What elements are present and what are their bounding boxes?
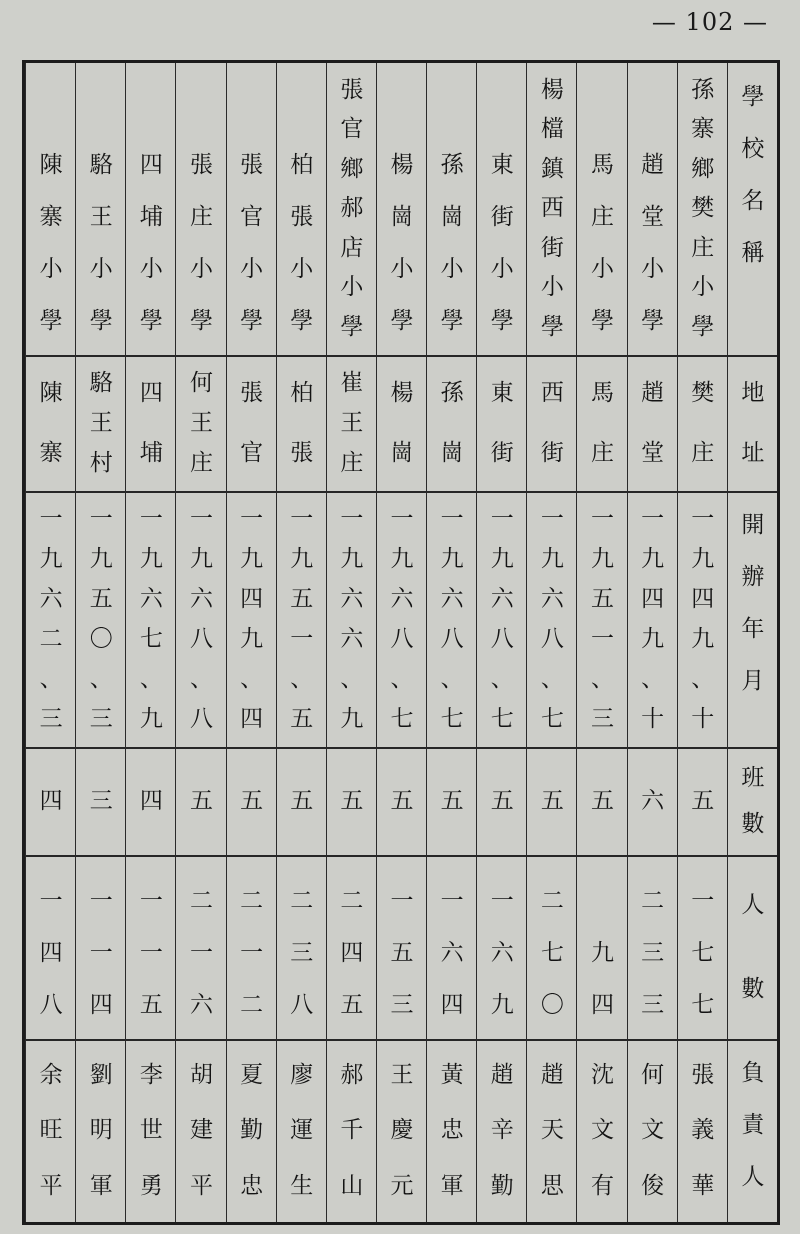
- school-students: 二 四 五: [340, 888, 364, 1018]
- school-founded: 一 九 四 九 、 四: [240, 506, 264, 732]
- header-column: [727, 63, 778, 1222]
- school-column: [326, 63, 377, 1222]
- school-principal: 余 旺 平: [39, 1061, 63, 1200]
- school-classes: 五: [540, 788, 564, 814]
- school-address: 崔 王 庄: [340, 370, 364, 476]
- school-classes: 四: [139, 788, 163, 814]
- page-number: — 102 —: [651, 8, 768, 36]
- school-principal: 何 文 俊: [641, 1061, 665, 1200]
- school-founded: 一 九 六 六 、 九: [340, 506, 364, 732]
- school-students: 一 五 三: [390, 888, 414, 1018]
- school-name: 東 街 小 學: [490, 152, 514, 334]
- school-students: 一 一 五: [139, 888, 163, 1018]
- column-header: 班 數: [741, 765, 765, 837]
- school-name: 趙 堂 小 學: [641, 152, 665, 334]
- school-founded: 一 九 五 一 、 三: [591, 506, 615, 732]
- school-column: [376, 63, 427, 1222]
- school-classes: 三: [89, 788, 113, 814]
- school-principal: 趙 天 思: [540, 1061, 564, 1200]
- school-students: 二 一 二: [240, 888, 264, 1018]
- column-header: 開 辦 年 月: [741, 512, 765, 694]
- school-column: [627, 63, 678, 1222]
- school-address: 孫 崗: [440, 380, 464, 466]
- school-name: 張 官 鄉 郝 店 小 學: [340, 77, 364, 340]
- school-address: 何 王 庄: [189, 370, 213, 476]
- school-address: 西 街: [540, 380, 564, 466]
- school-students: 一 一 四: [89, 888, 113, 1018]
- school-column: [576, 63, 627, 1222]
- school-column: [476, 63, 527, 1222]
- school-name: 孫 崗 小 學: [440, 152, 464, 334]
- school-principal: 趙 辛 勤: [490, 1061, 514, 1200]
- school-founded: 一 九 六 二 、 三: [39, 506, 63, 732]
- school-founded: 一 九 六 八 、 七: [440, 506, 464, 732]
- school-classes: 五: [390, 788, 414, 814]
- school-column: [75, 63, 126, 1222]
- school-name: 四 埔 小 學: [139, 152, 163, 334]
- school-name: 陳 寨 小 學: [39, 152, 63, 334]
- school-address: 馬 庄: [591, 380, 615, 466]
- school-column: [125, 63, 176, 1222]
- school-name: 柏 張 小 學: [290, 152, 314, 334]
- school-principal: 郝 千 山: [340, 1061, 364, 1200]
- school-name: 張 庄 小 學: [189, 152, 213, 334]
- school-name: 駱 王 小 學: [89, 152, 113, 334]
- school-founded: 一 九 五 〇 、 三: [89, 506, 113, 732]
- school-column: [175, 63, 226, 1222]
- school-address: 楊 崗: [390, 380, 414, 466]
- school-principal: 夏 勤 忠: [240, 1061, 264, 1200]
- school-column: [276, 63, 327, 1222]
- school-students: 二 七 〇: [540, 888, 564, 1018]
- column-header: 負 責 人: [741, 1060, 765, 1190]
- school-principal: 張 義 華: [691, 1061, 715, 1200]
- school-students: 二 三 三: [641, 888, 665, 1018]
- column-header: 學 校 名 稱: [741, 84, 765, 266]
- school-students: 九 四: [591, 940, 615, 1018]
- school-students: 二 一 六: [189, 888, 213, 1018]
- school-founded: 一 九 六 七 、 九: [139, 506, 163, 732]
- school-classes: 六: [641, 788, 665, 814]
- school-address: 東 街: [490, 380, 514, 466]
- school-classes: 五: [490, 788, 514, 814]
- school-classes: 四: [39, 788, 63, 814]
- school-founded: 一 九 五 一 、 五: [290, 506, 314, 732]
- school-address: 四 埔: [139, 380, 163, 466]
- school-classes: 五: [440, 788, 464, 814]
- school-classes: 五: [691, 788, 715, 814]
- school-founded: 一 九 四 九 、 十: [691, 506, 715, 732]
- school-founded: 一 九 六 八 、 八: [189, 506, 213, 732]
- school-column: [677, 63, 728, 1222]
- school-column: [226, 63, 277, 1222]
- school-classes: 五: [240, 788, 264, 814]
- school-principal: 王 慶 元: [390, 1061, 414, 1200]
- school-students: 一 七 七: [691, 888, 715, 1018]
- school-address: 張 官: [240, 380, 264, 466]
- column-header: 人 數: [741, 892, 765, 1002]
- school-founded: 一 九 六 八 、 七: [390, 506, 414, 732]
- school-classes: 五: [189, 788, 213, 814]
- school-address: 樊 庄: [691, 380, 715, 466]
- school-name: 楊 崗 小 學: [390, 152, 414, 334]
- school-classes: 五: [591, 788, 615, 814]
- school-principal: 胡 建 平: [189, 1061, 213, 1200]
- school-address: 柏 張: [290, 380, 314, 466]
- school-principal: 劉 明 軍: [89, 1061, 113, 1200]
- school-founded: 一 九 六 八 、 七: [540, 506, 564, 732]
- school-students: 一 六 九: [490, 888, 514, 1018]
- school-name: 馬 庄 小 學: [591, 152, 615, 334]
- school-principal: 黃 忠 軍: [440, 1061, 464, 1200]
- school-column: [25, 63, 76, 1222]
- school-students: 一 六 四: [440, 888, 464, 1018]
- school-founded: 一 九 六 八 、 七: [490, 506, 514, 732]
- school-name: 楊 檔 鎮 西 街 小 學: [540, 77, 564, 340]
- school-address: 駱 王 村: [89, 370, 113, 476]
- school-address: 趙 堂: [641, 380, 665, 466]
- school-column: [526, 63, 577, 1222]
- school-students: 二 三 八: [290, 888, 314, 1018]
- school-principal: 沈 文 有: [591, 1061, 615, 1200]
- school-students: 一 四 八: [39, 888, 63, 1018]
- school-classes: 五: [290, 788, 314, 814]
- school-classes: 五: [340, 788, 364, 814]
- school-column: [426, 63, 477, 1222]
- school-principal: 李 世 勇: [139, 1061, 163, 1200]
- school-address: 陳 寨: [39, 380, 63, 466]
- column-header: 地 址: [741, 380, 765, 466]
- school-name: 張 官 小 學: [240, 152, 264, 334]
- school-name: 孫 寨 鄉 樊 庄 小 學: [691, 77, 715, 340]
- school-principal: 廖 運 生: [290, 1061, 314, 1200]
- school-founded: 一 九 四 九 、 十: [641, 506, 665, 732]
- school-table: [22, 60, 780, 1225]
